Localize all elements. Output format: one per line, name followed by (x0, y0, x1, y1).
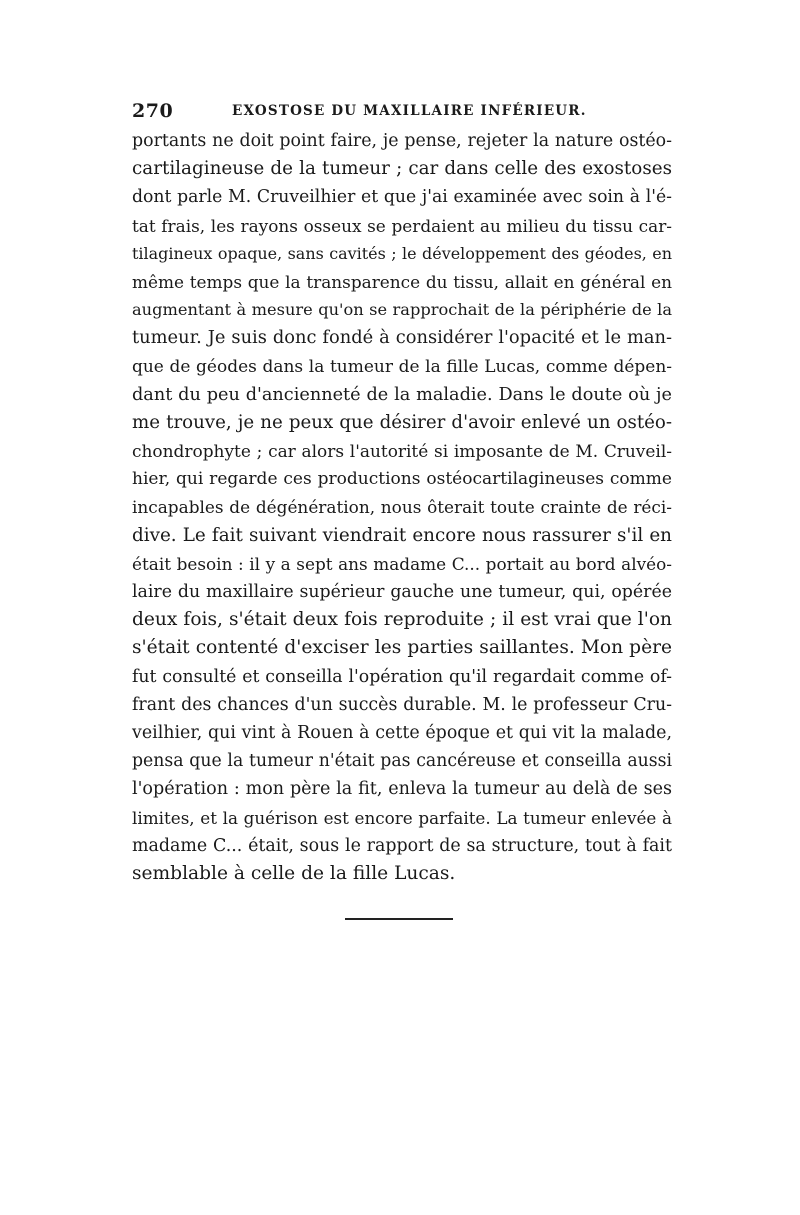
text-line: tilagineux opaque, sans cavités ; le développement des géodes, en (132, 243, 672, 263)
text-line: augmentant à mesure qu'on se rapprochait de la périphérie de la (132, 300, 672, 320)
text-line: l'opération : mon père la fit, enleva la tumeur au delà de ses (132, 779, 672, 800)
text-line: portants ne doit point faire, je pense, rejeter la nature ostéo- (132, 131, 672, 151)
closing-rule (345, 918, 453, 920)
text-line: chondrophyte ; car alors l'autorité si imposante de M. Cruveil- (132, 441, 672, 462)
text-line: tumeur. Je suis donc fondé à considérer l'opacité et le man- (132, 327, 672, 349)
text-line: fut consulté et conseilla l'opération qu'il regardait comme of- (132, 666, 672, 687)
text-line: que de géodes dans la tumeur de la fille Lucas, comme dépen- (132, 356, 672, 377)
text-line: hier, qui regarde ces productions ostéocartilagineuses comme (132, 469, 672, 490)
text-line: dive. Le fait suivant viendrait encore nous rassurer s'il en (132, 524, 672, 546)
text-line: cartilagineuse de la tumeur ; car dans celle des exostoses (132, 158, 672, 180)
text-line: même temps que la transparence du tissu, allait en général en (132, 271, 672, 292)
text-line: s'était contenté d'exciser les parties saillantes. Mon père (132, 637, 672, 659)
text-line: limites, et la guérison est encore parfaite. La tumeur enlevée à (132, 807, 672, 828)
page-number: 270 (132, 100, 174, 122)
text-line-last: semblable à celle de la fille Lucas. (132, 862, 456, 884)
page-header (132, 100, 677, 124)
body-text (132, 127, 672, 888)
text-line: dont parle M. Cruveilhier et que j'ai examinée avec soin à l'é- (132, 187, 672, 208)
text-line: incapables de dégénération, nous ôterait toute crainte de réci- (132, 497, 672, 518)
text-line: deux fois, s'était deux fois reproduite ; il est vrai que l'on (132, 609, 672, 631)
text-line: madame C... était, sous le rapport de sa structure, tout à fait (132, 835, 672, 856)
text-line: pensa que la tumeur n'était pas cancéreuse et conseilla aussi (132, 751, 672, 772)
text-line: laire du maxillaire supérieur gauche une tumeur, qui, opérée (132, 582, 672, 602)
running-title: EXOSTOSE DU MAXILLAIRE INFÉRIEUR. (232, 103, 587, 119)
text-line: frant des chances d'un succès durable. M. le professeur Cru- (132, 694, 672, 715)
text-line: dant du peu d'ancienneté de la maladie. Dans le doute où je (132, 384, 672, 405)
text-line: était besoin : il y a sept ans madame C... portait au bord alvéo- (132, 553, 672, 574)
text-line: me trouve, je ne peux que désirer d'avoir enlevé un ostéo- (132, 411, 672, 433)
text-line: tat frais, les rayons osseux se perdaient au milieu du tissu car- (132, 215, 672, 236)
text-line: veilhier, qui vint à Rouen à cette époque et qui vit la malade, (132, 722, 672, 743)
